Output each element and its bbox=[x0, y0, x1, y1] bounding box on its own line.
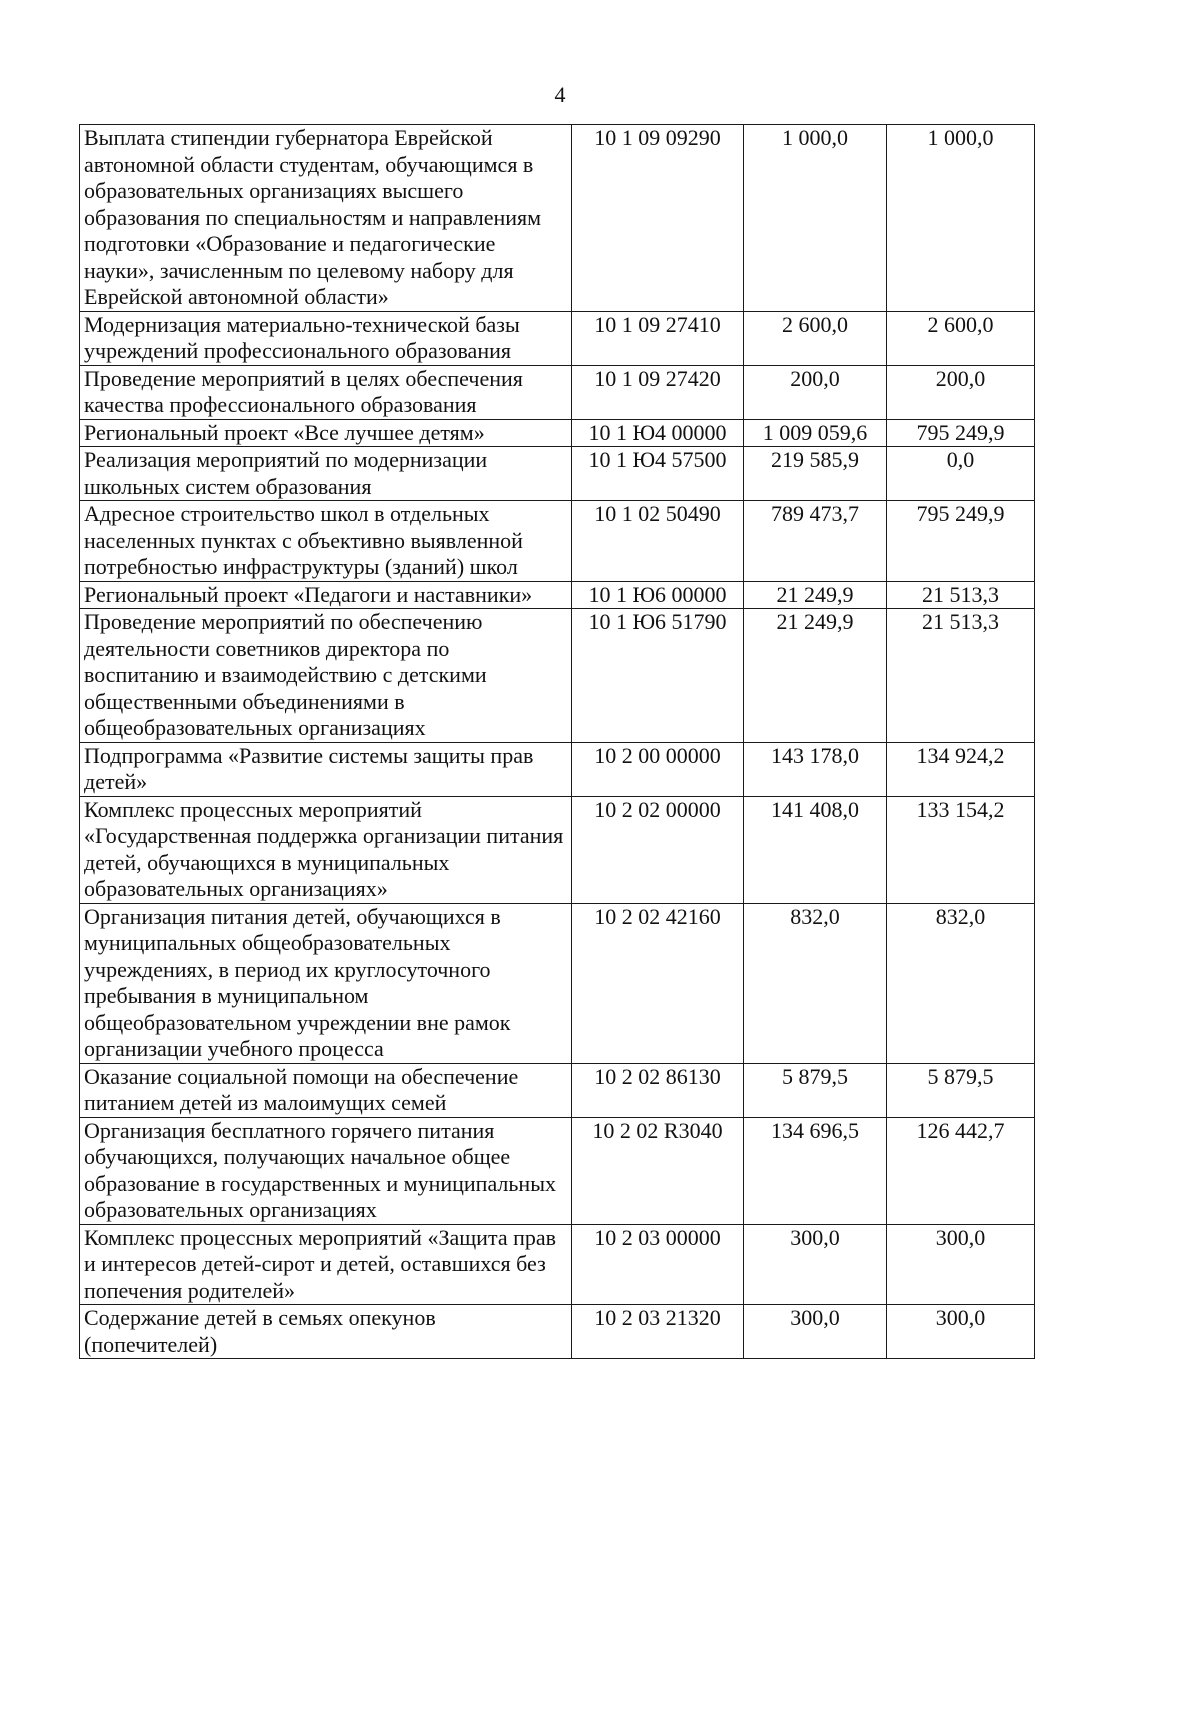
row-value-2: 5 879,5 bbox=[887, 1063, 1035, 1117]
table-row bbox=[80, 501, 1035, 582]
row-value-2: 832,0 bbox=[887, 903, 1035, 1063]
budget-table bbox=[79, 124, 1035, 1359]
table-row bbox=[80, 1117, 1035, 1224]
row-code: 10 1 Ю4 57500 bbox=[572, 447, 744, 501]
table-row bbox=[80, 581, 1035, 609]
row-code: 10 2 02 42160 bbox=[572, 903, 744, 1063]
row-value-1: 300,0 bbox=[744, 1224, 887, 1305]
row-name: Содержание детей в семьях опекунов (попечителей) bbox=[80, 1305, 572, 1359]
row-value-1: 219 585,9 bbox=[744, 447, 887, 501]
table-row bbox=[80, 419, 1035, 447]
row-value-2: 200,0 bbox=[887, 365, 1035, 419]
row-value-2: 300,0 bbox=[887, 1224, 1035, 1305]
row-name: Выплата стипендии губернатора Еврейской автономной области студентам, обучающимся в образовательных организациях высшего образования по специальностям и направлениям подготовки «Образование и педагогические науки», зачисленным по целевому набору для Еврейской автономной области» bbox=[80, 125, 572, 312]
table-row bbox=[80, 903, 1035, 1063]
row-code: 10 1 Ю6 51790 bbox=[572, 609, 744, 743]
table-row bbox=[80, 1224, 1035, 1305]
row-code: 10 2 02 R3040 bbox=[572, 1117, 744, 1224]
row-name: Региональный проект «Педагоги и наставники» bbox=[80, 581, 572, 609]
row-name: Модернизация материально-технической базы учреждений профессионального образования bbox=[80, 311, 572, 365]
table-row bbox=[80, 447, 1035, 501]
row-value-1: 5 879,5 bbox=[744, 1063, 887, 1117]
row-code: 10 1 09 27420 bbox=[572, 365, 744, 419]
row-value-2: 21 513,3 bbox=[887, 609, 1035, 743]
page-number: 4 bbox=[554, 82, 566, 107]
row-code: 10 1 Ю4 00000 bbox=[572, 419, 744, 447]
row-code: 10 2 02 86130 bbox=[572, 1063, 744, 1117]
row-value-2: 795 249,9 bbox=[887, 419, 1035, 447]
row-value-1: 1 009 059,6 bbox=[744, 419, 887, 447]
row-code: 10 1 Ю6 00000 bbox=[572, 581, 744, 609]
row-name: Проведение мероприятий по обеспечению деятельности советников директора по воспитанию и взаимодействию с детскими общественными объединениями в общеобразовательных организациях bbox=[80, 609, 572, 743]
row-value-1: 300,0 bbox=[744, 1305, 887, 1359]
table-row bbox=[80, 311, 1035, 365]
row-value-1: 789 473,7 bbox=[744, 501, 887, 582]
row-name: Региональный проект «Все лучшее детям» bbox=[80, 419, 572, 447]
row-name: Организация питания детей, обучающихся в муниципальных общеобразовательных учреждениях, в период их круглосуточного пребывания в муниципальном общеобразовательном учреждении вне рамок организации учебного процесса bbox=[80, 903, 572, 1063]
row-name: Оказание социальной помощи на обеспечение питанием детей из малоимущих семей bbox=[80, 1063, 572, 1117]
table-row bbox=[80, 1063, 1035, 1117]
table-row bbox=[80, 609, 1035, 743]
row-value-2: 300,0 bbox=[887, 1305, 1035, 1359]
row-code: 10 1 09 09290 bbox=[572, 125, 744, 312]
row-value-1: 141 408,0 bbox=[744, 796, 887, 903]
row-code: 10 1 09 27410 bbox=[572, 311, 744, 365]
row-value-2: 126 442,7 bbox=[887, 1117, 1035, 1224]
row-name: Адресное строительство школ в отдельных населенных пунктах с объективно выявленной потребностью инфраструктуры (зданий) школ bbox=[80, 501, 572, 582]
row-value-2: 0,0 bbox=[887, 447, 1035, 501]
row-name: Комплекс процессных мероприятий «Защита прав и интересов детей-сирот и детей, оставшихся без попечения родителей» bbox=[80, 1224, 572, 1305]
row-value-1: 200,0 bbox=[744, 365, 887, 419]
row-value-2: 134 924,2 bbox=[887, 742, 1035, 796]
table-row bbox=[80, 796, 1035, 903]
row-name: Организация бесплатного горячего питания обучающихся, получающих начальное общее образование в государственных и муниципальных образовательных организациях bbox=[80, 1117, 572, 1224]
row-value-1: 21 249,9 bbox=[744, 609, 887, 743]
row-code: 10 1 02 50490 bbox=[572, 501, 744, 582]
row-code: 10 2 03 21320 bbox=[572, 1305, 744, 1359]
row-value-2: 1 000,0 bbox=[887, 125, 1035, 312]
row-value-1: 134 696,5 bbox=[744, 1117, 887, 1224]
row-value-2: 21 513,3 bbox=[887, 581, 1035, 609]
row-name: Подпрограмма «Развитие системы защиты прав детей» bbox=[80, 742, 572, 796]
table-row bbox=[80, 742, 1035, 796]
row-value-1: 1 000,0 bbox=[744, 125, 887, 312]
row-value-2: 133 154,2 bbox=[887, 796, 1035, 903]
table-row bbox=[80, 1305, 1035, 1359]
row-value-1: 21 249,9 bbox=[744, 581, 887, 609]
row-name: Реализация мероприятий по модернизации школьных систем образования bbox=[80, 447, 572, 501]
row-value-2: 795 249,9 bbox=[887, 501, 1035, 582]
row-name: Комплекс процессных мероприятий «Государственная поддержка организации питания детей, обучающихся в муниципальных образовательных организациях» bbox=[80, 796, 572, 903]
row-value-1: 2 600,0 bbox=[744, 311, 887, 365]
row-code: 10 2 00 00000 bbox=[572, 742, 744, 796]
row-value-1: 143 178,0 bbox=[744, 742, 887, 796]
row-value-1: 832,0 bbox=[744, 903, 887, 1063]
table-row bbox=[80, 125, 1035, 312]
budget-table-body bbox=[80, 125, 1035, 1359]
row-value-2: 2 600,0 bbox=[887, 311, 1035, 365]
row-code: 10 2 02 00000 bbox=[572, 796, 744, 903]
row-code: 10 2 03 00000 bbox=[572, 1224, 744, 1305]
row-name: Проведение мероприятий в целях обеспечения качества профессионального образования bbox=[80, 365, 572, 419]
table-row bbox=[80, 365, 1035, 419]
